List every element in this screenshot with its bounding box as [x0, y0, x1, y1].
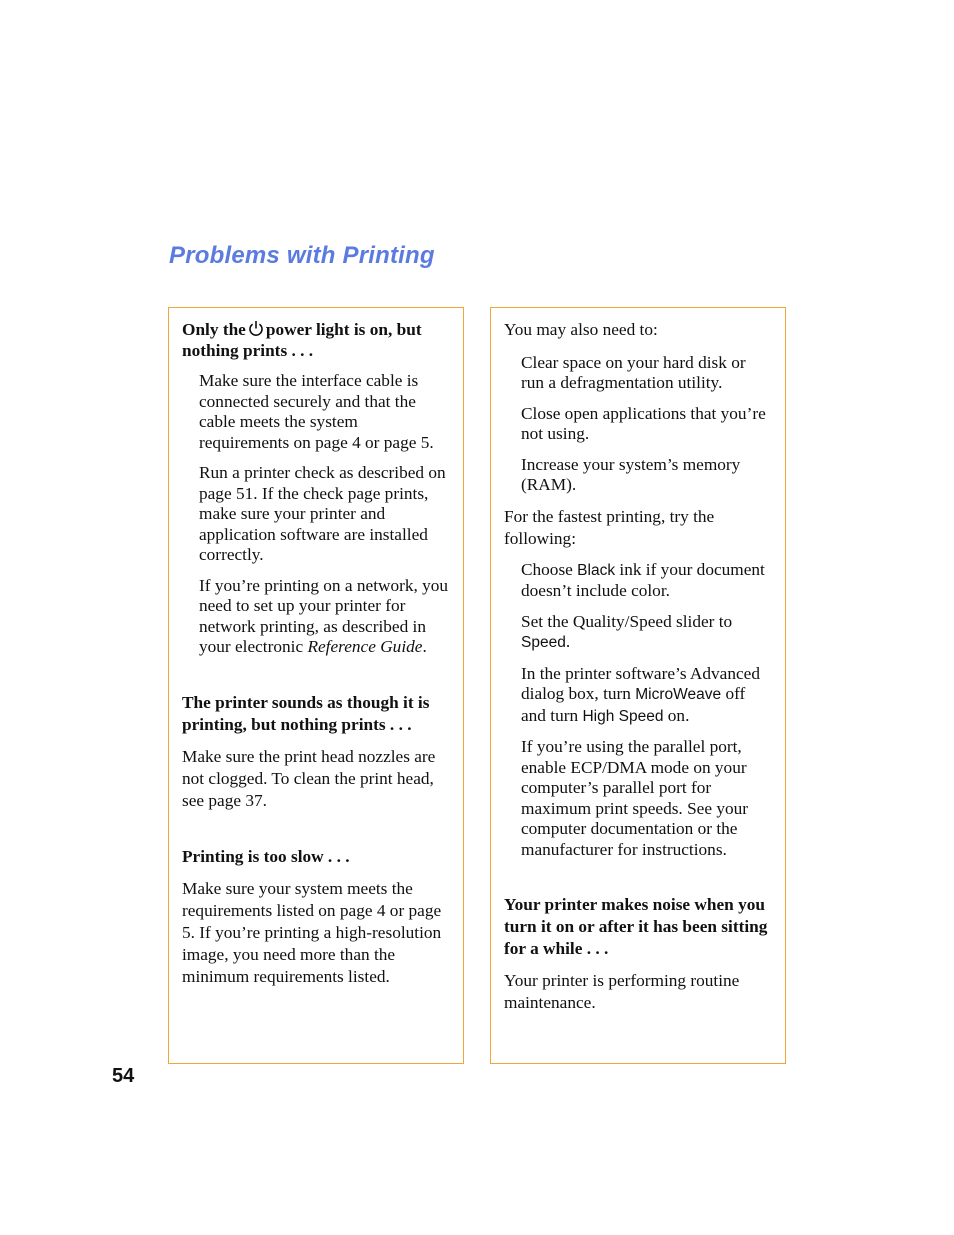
setting-name: Speed — [521, 634, 566, 651]
paragraph: Your printer is performing routine maintenance. — [504, 971, 740, 1012]
setting-name: MicroWeave — [635, 686, 722, 703]
right-panel — [490, 307, 786, 1064]
paragraph: Make sure the print head nozzles are not clogged. To clean the print head, see page 37. — [182, 746, 436, 810]
printer-noise-heading: Your printer makes noise when you turn it on or after it has been sitting for a while . . . — [504, 895, 768, 958]
left-panel — [168, 307, 464, 1064]
list-item: If you’re using the parallel port, enable ECP/DMA mode on your computer’s parallel port for maximum print speeds. See your computer documentation or the manufacturer for instructions. — [521, 737, 749, 859]
list-item: Run a printer check as described on page 51. If the check page prints, make sure your printer and application software are installed correctly. — [199, 463, 446, 564]
printing-slow-heading: Printing is too slow . . . — [182, 846, 350, 866]
power-icon — [248, 320, 264, 337]
paragraph: Make sure your system meets the requirements listed on page 4 or page 5. If you’re printing a high-resolution image, you need more than the minimum requirements listed. — [182, 878, 442, 986]
list-item: Increase your system’s memory (RAM). — [521, 454, 741, 494]
power-light-heading: Only the power light is on, but nothing prints . . . — [182, 320, 422, 360]
reference-guide-title: Reference Guide — [307, 637, 423, 656]
list-item: Set the Quality/Speed slider to Speed. — [521, 611, 733, 651]
setting-name: Black — [577, 561, 616, 579]
list-item: Make sure the interface cable is connected securely and that the cable meets the system requirements on page 4 or page 5. — [199, 371, 434, 452]
section-title: Problems with Printing — [169, 242, 435, 269]
list-item: In the printer software’s Advanced dialog box, turn MicroWeave off and turn High Speed on. — [521, 663, 760, 725]
intro-text: You may also need to: — [504, 320, 658, 339]
setting-name: High Speed — [582, 707, 664, 725]
list-item: Close open applications that you’re not using. — [521, 403, 766, 443]
page-number: 54 — [112, 1065, 135, 1087]
list-item: Clear space on your hard disk or run a defragmentation utility. — [521, 352, 746, 392]
list-item: If you’re printing on a network, you need to set up your printer for network printing, as described in your electronic Reference Guide. — [199, 575, 449, 656]
printer-sounds-heading: The printer sounds as though it is printing, but nothing prints . . . — [182, 692, 430, 734]
fastest-intro: For the fastest printing, try the following: — [504, 506, 715, 548]
list-item: Choose Black ink if your document doesn’t include color. — [521, 559, 765, 600]
